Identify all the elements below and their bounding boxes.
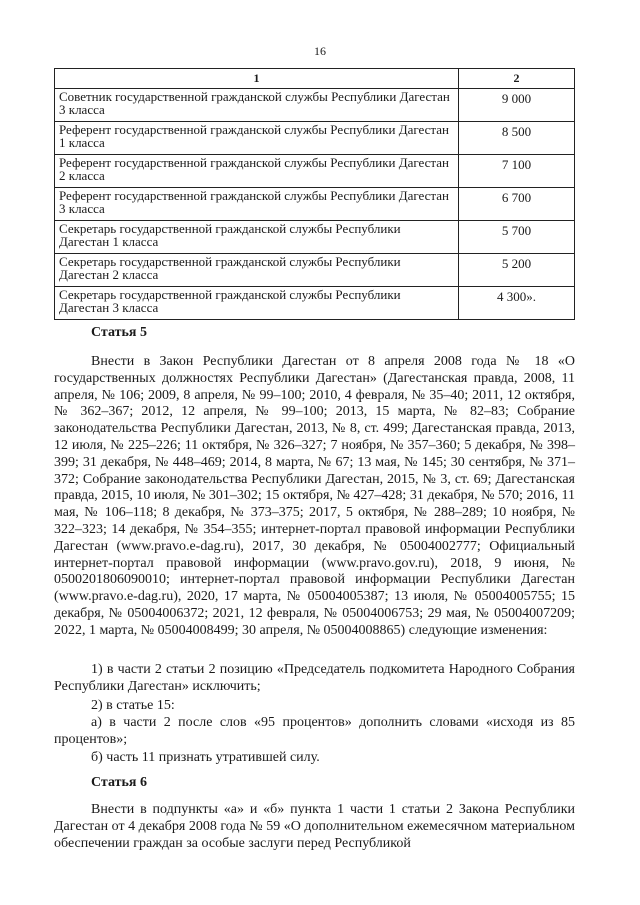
table-header-row: [55, 69, 575, 89]
table-row: [55, 254, 575, 287]
pay-cell: 5 700: [459, 221, 575, 254]
pay-cell: 7 100: [459, 155, 575, 188]
column-header-position: 1: [55, 69, 459, 89]
article-5-heading: Статья 5: [91, 325, 147, 340]
table-row: [55, 287, 575, 320]
pay-cell: 6 700: [459, 188, 575, 221]
article-5-item-2b: б) часть 11 признать утратившей силу.: [91, 750, 320, 765]
article-6-heading: Статья 6: [91, 775, 147, 790]
article-5-item-2a: а) в части 2 после слов «95 процентов» дополнить словами «исходя из 85 процентов»;: [54, 715, 575, 747]
position-cell: Советник государственной гражданской службы Республики Дагестан 3 класса: [55, 89, 459, 122]
position-cell: Референт государственной гражданской службы Республики Дагестан 1 класса: [55, 122, 459, 155]
pay-cell: 4 300».: [459, 287, 575, 320]
position-cell: Секретарь государственной гражданской службы Республики Дагестан 1 класса: [55, 221, 459, 254]
table-row: [55, 122, 575, 155]
table-row: [55, 89, 575, 122]
article-5-intro: Внести в Закон Республики Дагестан от 8 апреля 2008 года № 18 «О государственных должностях Республики Дагестан» (Дагестанская правда, 2008, 11 апреля, № 106; 2009, 8 апреля, № 99–100; 2010, 4 февраля, № 35–40; 2011, 12 октября, № 362–367; 2012, 12 апреля, № 99–100; 2013, 15 марта, № 82–83; Собрание законодательства Республики Дагестан, 2013, № 8, ст. 499; Дагестанская правда, 2013, 12 июля, № 225–226; 11 октября, № 326–327; 7 ноября, № 357–360; 5 декабря, № 398–399; 31 декабря, № 448–469; 2014, 8 марта, № 67; 13 мая, № 145; 30 сентября, № 371–372; Собрание законодательства Республики Дагестан, 2015, № 3, ст. 69; Дагестанская правда, 2015, 10 июля, № 301–302; 15 октября, № 427–428; 31 декабря, № 570; 2016, 11 мая, № 106–118; 8 декабря, № 373–375; 2017, 5 октября, № 288–289; 10 ноября, № 322–323; 14 декабря, № 354–355; интернет-портал правовой информации Республики Дагестан (www.pravo.e-dag.ru), 2017, 30 декабря, № 05004002777; Официальный интернет-портал правовой информации (www.pravo.gov.ru), 2018, 9 июня, № 0500201806090010; интернет-портал правовой информации Республики Дагестан (www.pravo.e-dag.ru), 2020, 17 марта, № 05004005387; 13 июля, № 05004005755; 15 декабря, № 05004006372; 2021, 12 февраля, № 05004006753; 29 мая, № 05004007209; 2022, 1 марта, № 05004008499; 30 апреля, № 05004008865) следующие изменения:: [54, 354, 575, 638]
article-5-item-2: 2) в статье 15:: [91, 698, 175, 713]
position-cell: Секретарь государственной гражданской службы Республики Дагестан 2 класса: [55, 254, 459, 287]
table-row: [55, 221, 575, 254]
pay-cell: 9 000: [459, 89, 575, 122]
article-6-intro: Внести в подпункты «а» и «б» пункта 1 части 1 статьи 2 Закона Республики Дагестан от 4 декабря 2008 года № 59 «О дополнительном ежемесячном материальном обеспечении граждан за особые заслуги перед Республикой: [54, 802, 575, 851]
table-row: [55, 155, 575, 188]
position-cell: Секретарь государственной гражданской службы Республики Дагестан 3 класса: [55, 287, 459, 320]
pay-rate-table: [54, 68, 575, 320]
table-row: [55, 188, 575, 221]
article-5-item-1: 1) в части 2 статьи 2 позицию «Председатель подкомитета Народного Собрания Республики Дагестан» исключить;: [54, 662, 575, 694]
column-header-pay: 2: [459, 69, 575, 89]
pay-cell: 5 200: [459, 254, 575, 287]
position-cell: Референт государственной гражданской службы Республики Дагестан 3 класса: [55, 188, 459, 221]
pay-cell: 8 500: [459, 122, 575, 155]
position-cell: Референт государственной гражданской службы Республики Дагестан 2 класса: [55, 155, 459, 188]
page-number: 16: [314, 44, 326, 58]
